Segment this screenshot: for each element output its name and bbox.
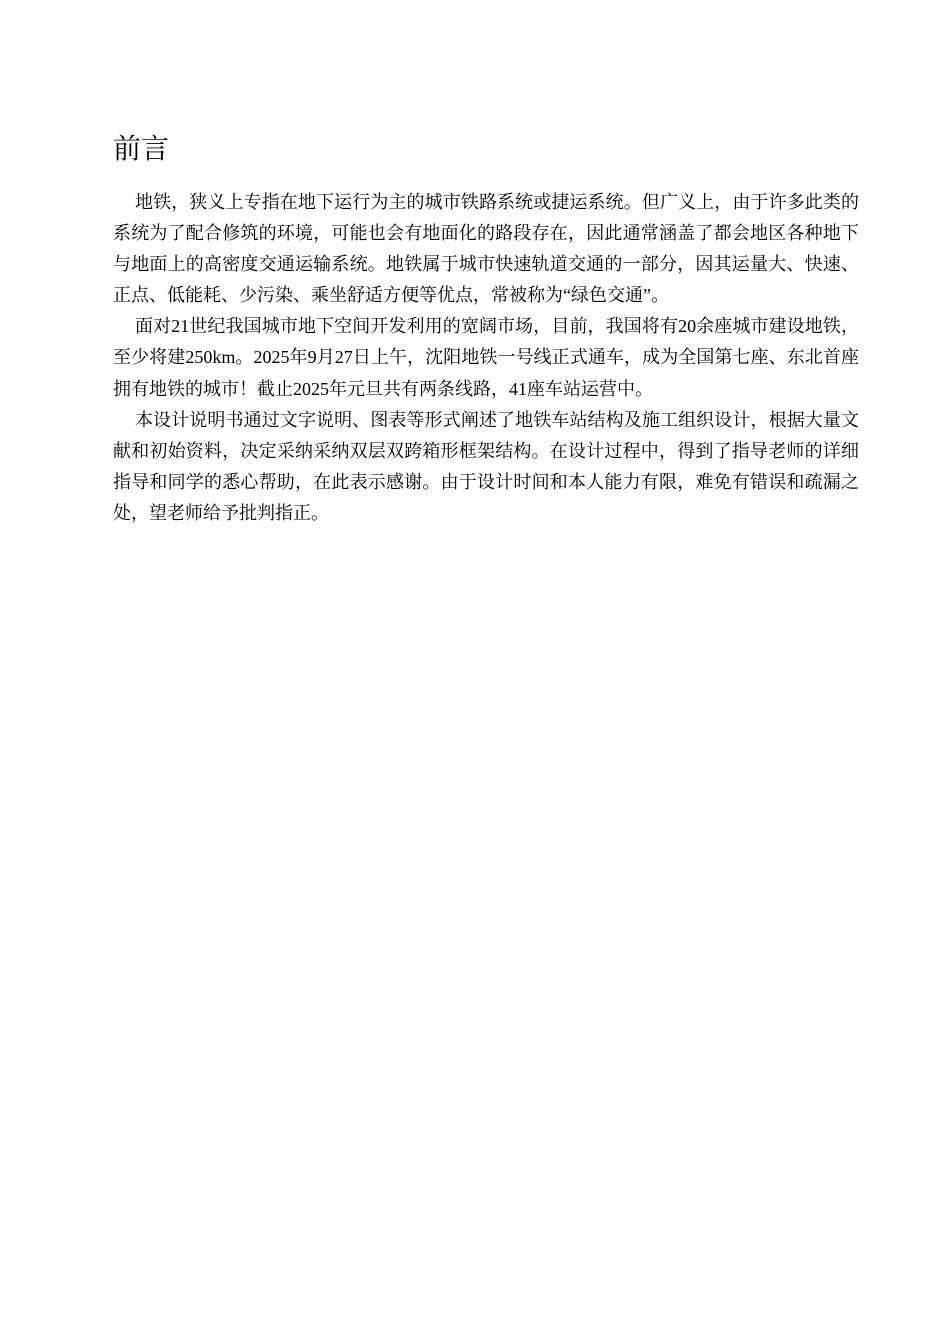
- document-body: [113, 187, 859, 529]
- paragraph-3: 本设计说明书通过文字说明、图表等形式阐述了地铁车站结构及施工组织设计，根据大量文献和初始资料，决定采纳采纳双层双跨箱形框架结构。在设计过程中，得到了指导老师的详细指导和同学的悉心帮助，在此表示感谢。由于设计时间和本人能力有限，难免有错误和疏漏之处，望老师给予批判指正。: [113, 409, 859, 523]
- paragraph-2: 面对21世纪我国城市地下空间开发利用的宽阔市场，目前，我国将有20余座城市建设地铁，至少将建250km。2025年9月27日上午，沈阳地铁一号线正式通车，成为全国第七座、东北首座拥有地铁的城市！截止2025年元旦共有两条线路，41座车站运营中。: [113, 316, 859, 399]
- paragraph-1: 地铁，狭义上专指在地下运行为主的城市铁路系统或捷运系统。但广义上，由于许多此类的系统为了配合修筑的环境，可能也会有地面化的路段存在，因此通常涵盖了都会地区各种地下与地面上的高密度交通运输系统。地铁属于城市快速轨道交通的一部分，因其运量大、快速、正点、低能耗、少污染、乘坐舒适方便等优点，常被称为“绿色交通”。: [113, 192, 859, 306]
- page-title: 前言: [113, 132, 170, 165]
